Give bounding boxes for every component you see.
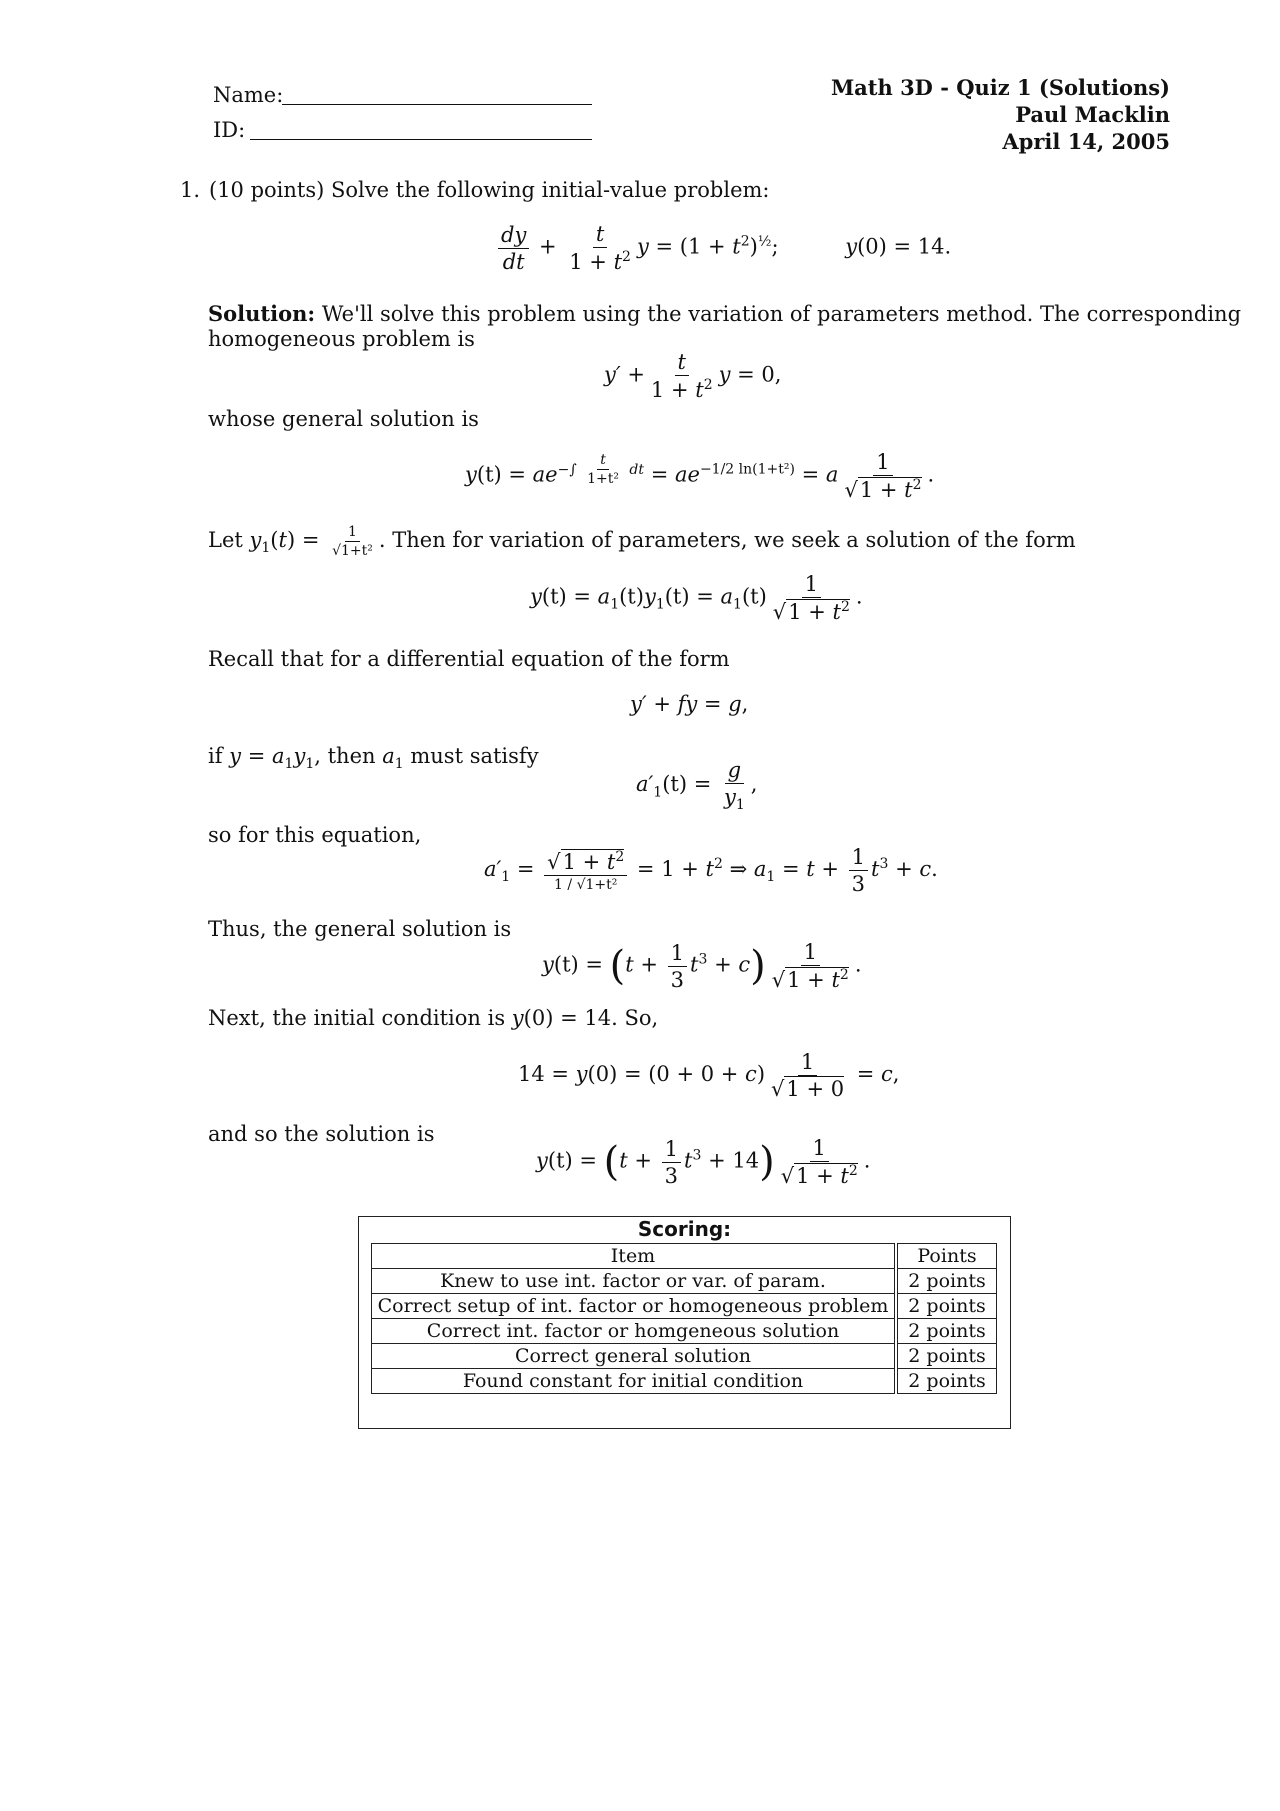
name-field[interactable]	[282, 104, 592, 105]
row-points: 2 points	[896, 1269, 997, 1294]
scoring-title: Scoring:	[637, 1217, 732, 1241]
scoring-table	[371, 1243, 997, 1394]
table-row	[372, 1369, 997, 1394]
whose-text: whose general solution is	[208, 407, 479, 431]
equation-initial-condition: 14 = y(0) = (0 + 0 + c) $\frac{1}{√1 + 0}$ = c,	[518, 1050, 900, 1101]
equation-a1-prime: $a'_1(t)$ = $\frac{g}{y_1}$ ,	[636, 758, 758, 814]
table-row	[372, 1294, 997, 1319]
row-item: Correct general solution	[372, 1344, 897, 1369]
so-for-text: so for this equation,	[208, 823, 422, 847]
equation-ivp: $\frac{dy}{dt}$ + $\frac{t}{1 + t^2}$ $y = (1 + t^2)^{\frac{1}{2}}$; y(0) = 14.	[495, 222, 951, 274]
row-item: Knew to use int. factor or var. of param.	[372, 1269, 897, 1294]
thus-text: Thus, the general solution is	[208, 917, 512, 941]
finally-text: and so the solution is	[208, 1122, 435, 1146]
row-points: 2 points	[896, 1344, 997, 1369]
equation-a1: $a'_1$ = $\frac{√1 + t^2}{\text{1 / √1+t²}}$ = $1 + t^2$ ⇒ $a_1 = t$ + $\frac{1}{3}$ $t^3 + c$.	[484, 845, 938, 896]
problem-statement: (10 points) Solve the following initial-value problem:	[209, 178, 770, 202]
table-row	[372, 1344, 997, 1369]
if-line: if $y = a_1y_1$, then $a_1$ must satisfy	[208, 744, 539, 773]
problem-number: 1.	[180, 178, 201, 202]
row-points: 2 points	[896, 1294, 997, 1319]
author-name: Paul Macklin	[1015, 102, 1170, 127]
id-field[interactable]	[250, 139, 592, 140]
row-points: 2 points	[896, 1319, 997, 1344]
equation-homogeneous: y′ + $\frac{t}{1 + t^2}$ y = 0,	[604, 350, 782, 402]
row-points: 2 points	[896, 1369, 997, 1394]
equation-general-solution: y(t) = (t + $\frac{1}{3}$ $t^3 + c$) $\frac{1}{√1 + t^2}$ .	[542, 940, 862, 992]
row-item: Found constant for initial condition	[372, 1369, 897, 1394]
table-header-row	[372, 1244, 997, 1269]
header-block	[831, 74, 1170, 155]
table-row	[372, 1269, 997, 1294]
equation-general-form: y′ + fy = g,	[630, 692, 749, 716]
row-item: Correct setup of int. factor or homogeneous problem	[372, 1294, 897, 1319]
let-line: Let $y_1(t)$ = $\frac{1}{\text{√1+t²}}$ . Then for variation of parameters, we seek a solution of the form	[208, 524, 1076, 559]
solution-label: Solution:	[208, 301, 316, 326]
scoring-box	[358, 1216, 1011, 1429]
recall-text: Recall that for a differential equation of the form	[208, 647, 730, 671]
equation-final-solution: y(t) = (t + $\frac{1}{3}$ $t^3 + 14$) $\frac{1}{√1 + t^2}$ .	[536, 1136, 871, 1188]
header-item: Item	[372, 1244, 897, 1269]
course-title: Math 3D - Quiz 1 (Solutions)	[830, 75, 1170, 100]
next-line: Next, the initial condition is y(0) = 14. So,	[208, 1006, 659, 1030]
equation-form: $y(t) = a_1(t)y_1(t) = a_1(t)$ $\frac{1}{√1 + t^2}$ .	[530, 572, 863, 624]
solution-intro-2: homogeneous problem is	[208, 327, 475, 351]
solution-intro: Solution: We'll solve this problem using the variation of parameters method. The corresponding	[208, 301, 1242, 326]
quiz-date: April 14, 2005	[1002, 129, 1170, 154]
equation-homogeneous-solution: $y(t) = ae^{-\int \frac{t}{\text{1+t²}} dt} = ae^{-1/2 ln(1+t^2)} = a$ $\frac{1}{√1 + t^2}$ .	[465, 450, 935, 502]
name-label: Name:	[213, 83, 284, 107]
row-item: Correct int. factor or homgeneous solution	[372, 1319, 897, 1344]
id-label: ID:	[213, 118, 246, 142]
table-row	[372, 1319, 997, 1344]
header-points: Points	[896, 1244, 997, 1269]
